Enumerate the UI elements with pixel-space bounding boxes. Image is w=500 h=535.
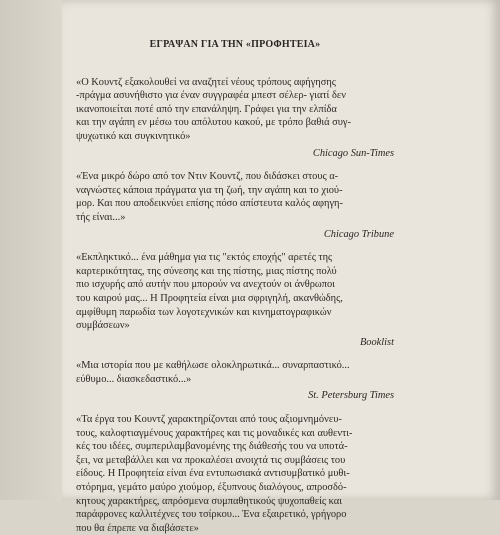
- quote-line: -πράγμα ασυνήθιστο για έναν συγγραφέα μπεστ σέλερ- γιατί δεν: [76, 90, 346, 102]
- quote-line: ξει, να μεταβάλλει και να προκαλέσει ανοιχτά τις συμβάσεις του: [76, 454, 346, 466]
- quote-line: «Μια ιστορία που με καθήλωσε ολοκληρωτικά... συναρπαστικό...: [76, 360, 350, 372]
- quote-line: που θα έπρεπε να διαβάσετε»: [76, 522, 199, 534]
- blurbs-page-content: [76, 38, 394, 535]
- quote-line: τους, καλοφτιαγμένους χαρακτήρες και τις μοναδικές και αυθεντι-: [76, 427, 353, 439]
- blurb-quote: [76, 76, 394, 144]
- facing-page-edge: [0, 0, 62, 500]
- quote-line: και την αγάπη εν μέσω του απόλυτου κακού, με τρόπο βαθιά συγ-: [76, 117, 351, 129]
- quote-line: «Ένα μικρό δώρο από τον Ντιν Κουντζ, που διδάσκει στους α-: [76, 171, 339, 183]
- quote-line: πιο ισχυρής από αυτήν που μπορούν να ανεχτούν οι άνθρωποι: [76, 279, 335, 291]
- quote-line: ναγνώστες κάποια πράγματα για τη ζωή, την αγάπη και το χιού-: [76, 184, 343, 196]
- quote-line: «Ο Κουντζ εξακολουθεί να αναζητεί νέους τρόπους αφήγησης: [76, 76, 336, 88]
- quote-line: καρτερικότητας, της σύνεσης και της πίστης, μιας πίστης πολύ: [76, 265, 337, 277]
- quote-line: κητους χαρακτήρες, απρόσμενα συμπαθητικούς ψυχοπαθείς και: [76, 495, 343, 507]
- blurb-quote: [76, 413, 394, 535]
- quote-line: ικανοποιείται ποτέ από την επανάληψη. Γράφει για την ελπίδα: [76, 103, 337, 115]
- blurb-source: Chicago Sun-Times: [312, 147, 394, 159]
- blurb-source: Chicago Tribune: [323, 228, 394, 240]
- quote-line: «Εκπληκτικό... ένα μάθημα για τις "εκτός εποχής" αρετές της: [76, 252, 333, 264]
- blurb-source: St. Petersburg Times: [308, 390, 394, 402]
- quote-line: κές του ιδέες, συμπεριλαμβανομένης της διάθεσής του να υποτά-: [76, 441, 348, 453]
- quote-line: συμβάσεων»: [76, 320, 130, 332]
- quote-line: τής είναι...»: [76, 211, 126, 223]
- blurb-quote: [76, 170, 394, 224]
- quote-line: του καιρού μας... Η Προφητεία είναι μια σφριγηλή, ακανθώδης,: [76, 292, 343, 304]
- quote-line: στόρημα, γεμάτο μαύρο χιούμορ, έξυπνους διαλόγους, απροσδό-: [76, 482, 347, 494]
- blurbs-list: [76, 76, 394, 535]
- quote-line: εύθυμο... διασκεδαστικό...»: [76, 373, 192, 385]
- quote-line: είδους. Η Προφητεία είναι ένα εντυπωσιακά αντισυμβατικό μυθι-: [76, 468, 350, 480]
- blurb-source: Booklist: [359, 336, 394, 348]
- blurb-quote: [76, 359, 394, 386]
- quote-line: παράφρονες καλλιτέχνες του τσίρκου... Ένα εξαιρετικό, γρήγορο: [76, 509, 347, 521]
- quote-line: αμφίθυμη παρωδία των λογοτεχνικών και κινηματογραφικών: [76, 306, 332, 318]
- quote-line: «Τα έργα του Κουντζ χαρακτηρίζονται από τους αξιομνημόνευ-: [76, 414, 342, 426]
- blurb-quote: [76, 251, 394, 333]
- quote-line: ψυχωτικό και συγκινητικό»: [76, 130, 191, 142]
- page-title: ΕΓΡΑΨΑΝ ΓΙΑ ΤΗΝ «ΠΡΟΦΗΤΕΙΑ»: [149, 39, 321, 50]
- quote-line: μορ. Και που αποδεικνύει επίσης πόσο απίστευτα καλός αφηγη-: [76, 198, 343, 210]
